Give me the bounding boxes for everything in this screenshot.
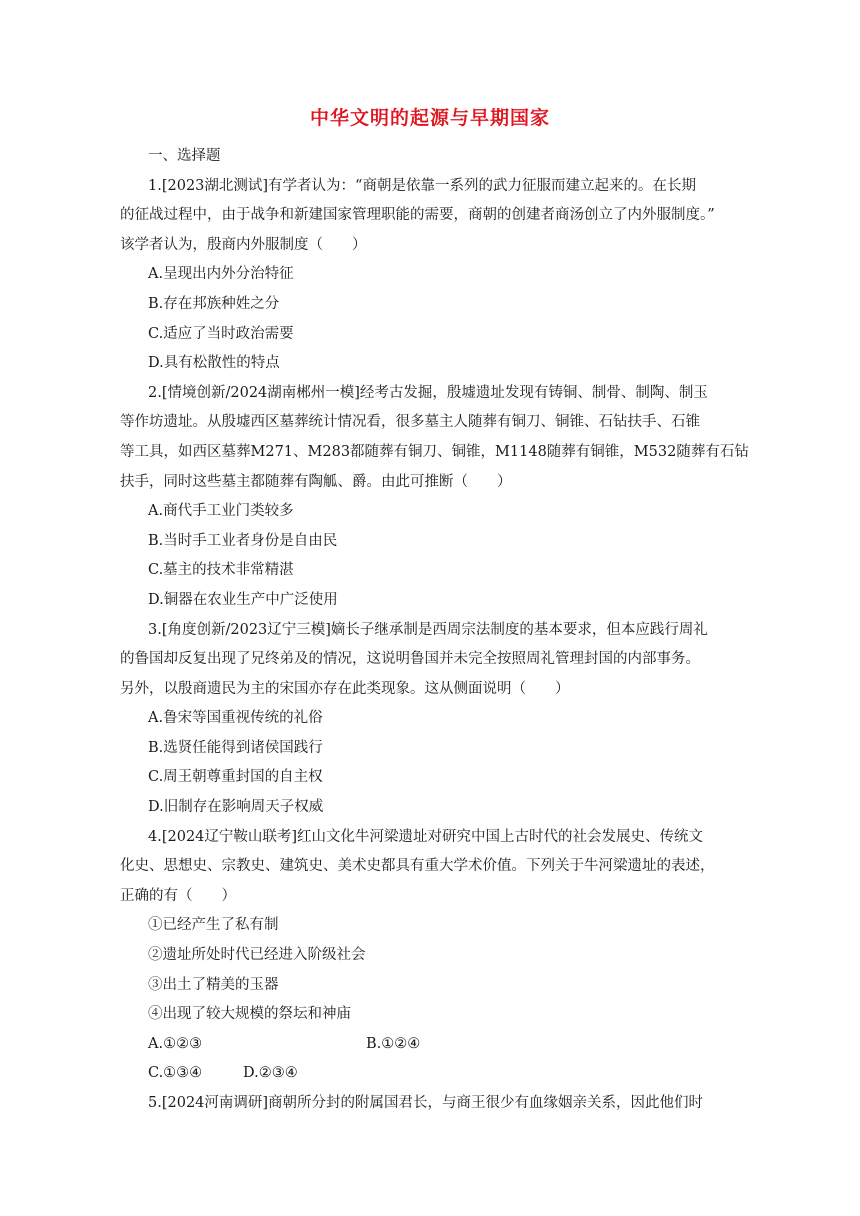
option-b: B.当时手工业者身份是自由民 <box>148 532 338 549</box>
option-b: B.选贤任能得到诸侯国践行 <box>148 739 323 756</box>
options-row <box>120 1030 740 1060</box>
question-stem-line: 等工具，如西区墓葬M271、M283都随葬有铜刀、铜锥，M1148随葬有铜锥，M532随葬有石钻 <box>120 443 749 460</box>
option-c: C.周王朝尊重封国的自主权 <box>148 769 323 786</box>
option-b: B.存在邦族种姓之分 <box>148 295 280 312</box>
question-4 <box>120 823 740 1089</box>
section-heading: 一、选择题 <box>148 148 221 164</box>
statement-item-1: ①已经产生了私有制 <box>148 917 279 934</box>
statement-item-2: ②遗址所处时代已经进入阶级社会 <box>148 947 366 964</box>
options-row <box>120 1059 740 1089</box>
option-a: A.①②③ <box>148 1035 203 1052</box>
option-a: A.鲁宋等国重视传统的礼俗 <box>148 710 323 727</box>
question-stem-line: 另外，以殷商遗民为主的宋国亦存在此类现象。这从侧面说明（ ） <box>120 680 570 697</box>
option-c: C.①③④ <box>148 1065 203 1082</box>
question-stem-line: 化史、思想史、宗教史、建筑史、美术史都具有重大学术价值。下列关于牛河梁遗址的表述， <box>120 858 715 875</box>
option-b: B.①②④ <box>366 1035 421 1052</box>
question-stem-line: 正确的有（ ） <box>120 887 236 904</box>
question-stem-line: 4.[2024辽宁鞍山联考]红山文化牛河梁遗址对研究中国上古时代的社会发展史、传统文 <box>148 828 704 845</box>
question-stem-line: 该学者认为，殷商内外服制度（ ） <box>120 236 367 253</box>
option-d: D.旧制存在影响周天子权威 <box>148 799 324 816</box>
question-stem-line: 的征战过程中，由于战争和新建国家管理职能的需要，商朝的创建者商汤创立了内外服制度。” <box>120 207 715 224</box>
question-3 <box>120 616 740 823</box>
question-stem-line: 5.[2024河南调研]商朝所分封的附属国君长，与商王很少有血缘姻亲关系，因此他们时 <box>148 1095 704 1111</box>
document-body <box>120 142 749 1119</box>
statement-item-4: ④出现了较大规模的祭坛和神庙 <box>148 1006 351 1023</box>
question-2 <box>120 379 749 616</box>
option-d: D.铜器在农业生产中广泛使用 <box>148 591 338 608</box>
question-1 <box>120 172 740 379</box>
option-c: C.墓主的技术非常精湛 <box>148 562 294 579</box>
question-stem-line: 等作坊遗址。从殷墟西区墓葬统计情况看，很多墓主人随葬有铜刀、铜锥、石钻扶手、石锥 <box>120 414 700 431</box>
question-stem-line: 3.[角度创新/2023辽宁三模]嫡长子继承制是西周宗法制度的基本要求，但本应践行周礼 <box>148 621 708 638</box>
statement-item-3: ③出土了精美的玉器 <box>148 976 279 993</box>
option-d: D.②③④ <box>243 1065 298 1082</box>
page-title: 中华文明的起源与早期国家 <box>309 107 550 129</box>
question-stem-line: 2.[情境创新/2024湖南郴州一模]经考古发掘，殷墟遗址发现有铸铜、制骨、制陶、制玉 <box>148 384 708 401</box>
question-5 <box>120 1089 740 1119</box>
option-a: A.商代手工业门类较多 <box>148 503 294 520</box>
question-stem-line: 的鲁国却反复出现了兄终弟及的情况，这说明鲁国并未完全按照周礼管理封国的内部事务。 <box>120 651 700 668</box>
option-a: A.呈现出内外分治特征 <box>148 266 294 283</box>
question-stem-line: 1.[2023湖北测试]有学者认为：“商朝是依靠一系列的武力征服而建立起来的。在长期 <box>148 177 696 194</box>
option-c: C.适应了当时政治需要 <box>148 325 294 342</box>
option-d: D.具有松散性的特点 <box>148 355 280 372</box>
question-stem-line: 扶手，同时这些墓主都随葬有陶觚、爵。由此可推断（ ） <box>120 473 512 490</box>
